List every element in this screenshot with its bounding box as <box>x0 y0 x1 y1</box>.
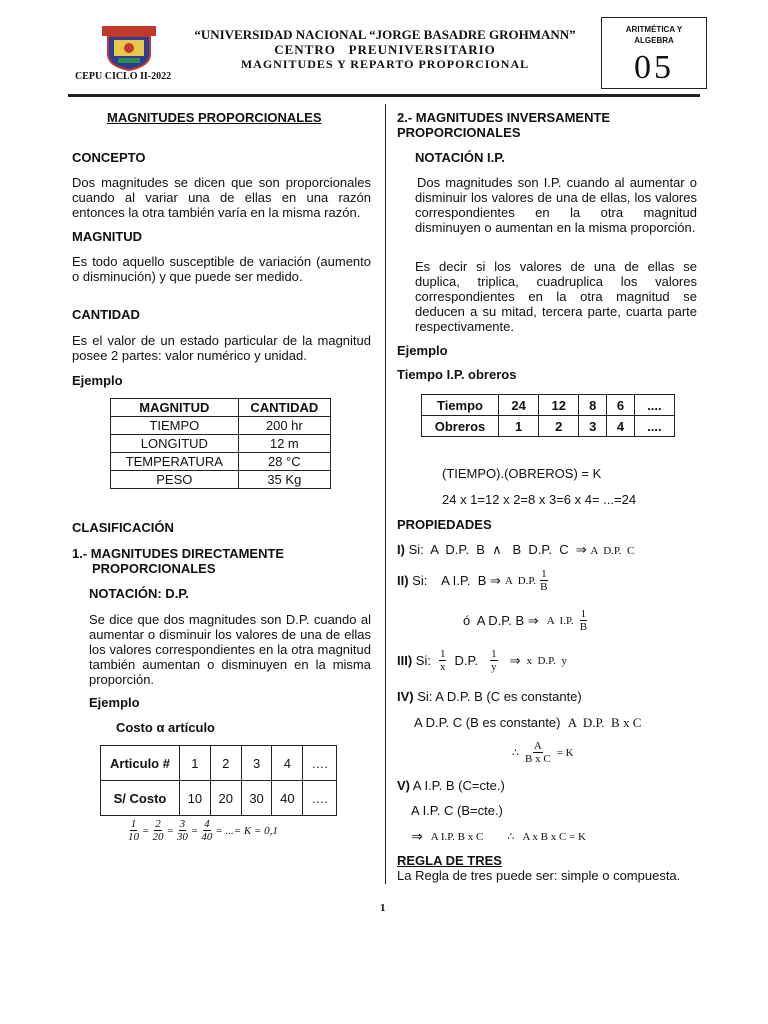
table-cell: 2 <box>539 416 579 437</box>
property-result-2: A x B x C = K <box>522 830 586 843</box>
table-row <box>111 471 331 489</box>
notacion-dp: NOTACIÓN: D.P. <box>89 586 189 601</box>
table-cell: …. <box>303 781 337 816</box>
numerator: 1 <box>491 648 497 660</box>
table-cell: 40 <box>272 781 303 816</box>
tiempo-ip-title: Tiempo I.P. obreros <box>397 367 517 382</box>
table-cell: 6 <box>607 395 635 416</box>
table-cell: 3 <box>241 746 272 781</box>
table-row-label: Articulo # <box>101 746 180 781</box>
cantidad-paragraph: Es el valor de un estado particular de la magnitud posee 2 partes: valor numérico y unidad. <box>72 333 371 363</box>
fraction <box>439 648 447 673</box>
fraction <box>201 818 212 843</box>
implies-arrow: ⇒ <box>411 828 423 844</box>
denominator: 10 <box>128 831 139 843</box>
property-result: A D.P. C <box>590 545 635 557</box>
denominator: B <box>579 621 588 633</box>
fraction <box>128 818 139 843</box>
costo-title: Costo α artículo <box>116 720 215 735</box>
table-cell: 4 <box>607 416 635 437</box>
shield-logo-icon <box>100 24 158 72</box>
table-cell: 8 <box>579 395 607 416</box>
table-header-cell: MAGNITUD <box>111 399 239 417</box>
denominator: x <box>439 661 446 673</box>
formula-tail: = ...= K = 0,1 <box>215 824 278 837</box>
property-3 <box>397 648 567 673</box>
propiedades-heading: PROPIEDADES <box>397 517 492 532</box>
ip-paragraph-1: Dos magnitudes son I.P. cuando al aumentar o disminuir los valores de una de ellas, los valores correspondientes en la otra magnitud disminuyen o aumentan en la misma proporción. <box>415 175 697 235</box>
property-label: IV) <box>397 689 414 704</box>
property-result: A I.P. <box>546 614 574 627</box>
unit-number: 05 <box>634 49 674 86</box>
table-cell: 1 <box>499 416 539 437</box>
ejemplo-heading-3: Ejemplo <box>397 343 448 358</box>
table-row-label: S/ Costo <box>101 781 180 816</box>
therefore-symbol: ∴ <box>512 747 519 759</box>
ip-heading-line1: 2.- MAGNITUDES INVERSAMENTE <box>397 110 611 125</box>
table-cell: …. <box>303 746 337 781</box>
table-row <box>111 417 331 435</box>
equation-product: (TIEMPO).(OBREROS) = K <box>442 466 602 481</box>
fraction <box>490 648 498 673</box>
denominator: y <box>491 661 497 673</box>
equals-sign: = <box>190 824 199 837</box>
fraction <box>152 818 163 843</box>
property-label: V) <box>397 778 410 793</box>
cycle-label: CEPU CICLO II-2022 <box>75 71 172 82</box>
property-5-line2: A I.P. C (B=cte.) <box>411 803 503 818</box>
therefore-symbol: ∴ <box>507 831 515 843</box>
property-result: A I.P. B x C <box>430 830 484 843</box>
fraction <box>177 818 188 843</box>
property-label: II) <box>397 573 409 588</box>
property-text: Si: <box>412 653 431 668</box>
column-divider <box>385 104 386 884</box>
table-cell: .... <box>634 395 674 416</box>
property-text: A I.P. B (C=cte.) <box>410 778 505 793</box>
fraction <box>580 608 588 633</box>
property-4 <box>397 689 582 704</box>
notacion-ip: NOTACIÓN I.P. <box>415 150 505 165</box>
header-title-topic: MAGNITUDES Y REPARTO PROPORCIONAL <box>240 57 530 71</box>
subject-label: ARITMÉTICA Y ALGEBRA <box>625 25 683 45</box>
numerator: 1 <box>130 818 137 830</box>
table-row <box>111 435 331 453</box>
table-cell: .... <box>634 416 674 437</box>
table-cell: 1 <box>180 746 211 781</box>
table-cell: TEMPERATURA <box>111 453 239 471</box>
equation-values: 24 x 1=12 x 2=8 x 3=6 x 4= ...=24 <box>442 492 637 507</box>
table-cell: 4 <box>272 746 303 781</box>
regla-paragraph: La Regla de tres puede ser: simple o compuesta. <box>397 868 681 883</box>
fraction <box>525 740 551 765</box>
table-row-label: Tiempo <box>422 395 499 416</box>
numerator: 3 <box>179 818 186 830</box>
dp-heading-line2: PROPORCIONALES <box>92 561 216 576</box>
table-cell: 10 <box>180 781 211 816</box>
table-cell: TIEMPO <box>111 417 239 435</box>
table-cell: 2 <box>210 746 241 781</box>
property-text: A D.P. C (B es constante) <box>414 715 561 730</box>
table-header-cell: CANTIDAD <box>238 399 330 417</box>
table-cell: 30 <box>241 781 272 816</box>
property-4-line2 <box>414 715 641 731</box>
implies-arrow: ⇒ <box>509 652 521 668</box>
property-label: III) <box>397 653 413 668</box>
property-2b <box>463 608 587 633</box>
subject-box <box>601 17 707 89</box>
numerator: 1 <box>580 608 587 620</box>
concepto-paragraph: Dos magnitudes se dicen que son proporcionales cuando al variar una de ellas en una razón entonces la otra también varía en la misma razón. <box>72 175 371 220</box>
dp-label: D.P. <box>454 653 479 668</box>
header-title-university: “UNIVERSIDAD NACIONAL “JORGE BASADRE GROHMANN” <box>194 27 576 42</box>
table-cell: 12 m <box>238 435 330 453</box>
property-text: ó A D.P. B ⇒ <box>463 612 539 628</box>
table-header-row <box>111 399 331 417</box>
table-cell: 3 <box>579 416 607 437</box>
property-text: Si: A D.P. B ∧ B D.P. C ⇒ <box>404 542 587 557</box>
dp-paragraph: Se dice que dos magnitudes son D.P. cuando al aumentar o disminuir los valores de una de ellas los valores correspondientes en la otra magnitud también aumentan o disminuyen en la misma proporción. <box>89 612 371 687</box>
clasificacion-heading: CLASIFICACIÓN <box>72 520 174 535</box>
property-result: A D.P. <box>504 574 537 587</box>
university-logo <box>100 24 158 72</box>
denominator: 40 <box>201 831 213 843</box>
property-1 <box>397 542 634 558</box>
property-result: A D.P. B x C <box>567 715 642 730</box>
magnitud-heading: MAGNITUD <box>72 229 143 244</box>
table-cell: PESO <box>111 471 239 489</box>
magnitud-paragraph: Es todo aquello susceptible de variación (aumento o disminución) y que puede ser medido. <box>72 254 371 284</box>
property-2 <box>397 568 548 593</box>
table-cell: 35 Kg <box>238 471 330 489</box>
numerator: 1 <box>439 648 446 660</box>
table-cell: 20 <box>210 781 241 816</box>
main-title: MAGNITUDES PROPORCIONALES <box>107 110 322 125</box>
proportion-formula <box>128 818 278 843</box>
equals-sign: = <box>142 824 150 837</box>
header-title-center: CENTRO PREUNIVERSITARIO <box>274 42 496 57</box>
magnitud-table <box>110 398 331 489</box>
regla-heading: REGLA DE TRES <box>397 853 502 868</box>
numerator: A <box>533 740 542 752</box>
concepto-heading: CONCEPTO <box>72 150 146 165</box>
denominator: 30 <box>176 831 188 843</box>
property-5-result <box>411 828 586 845</box>
property-4-formula <box>512 740 574 765</box>
dp-heading-line1: 1.- MAGNITUDES DIRECTAMENTE <box>72 546 285 561</box>
equals-sign: = <box>166 824 174 837</box>
ip-paragraph-2: Es decir si los valores de una de ellas se duplica, triplica, cuadruplica los valores correspondientes en la otra magnitud se deducen a su mitad, tercera parte, cuarta parte respectivamente. <box>415 259 697 334</box>
ejemplo-heading-2: Ejemplo <box>89 695 140 710</box>
denominator: B x C <box>525 753 551 765</box>
denominator: 20 <box>152 831 164 843</box>
table-row <box>422 416 675 437</box>
table-row <box>111 453 331 471</box>
property-text: Si: A I.P. B ⇒ <box>408 572 501 588</box>
table-row <box>101 781 337 816</box>
table-cell: 200 hr <box>238 417 330 435</box>
table-row <box>422 395 675 416</box>
table-cell: 24 <box>499 395 539 416</box>
property-result: x D.P. y <box>526 654 567 667</box>
cantidad-heading: CANTIDAD <box>72 307 140 322</box>
table-row-label: Obreros <box>422 416 499 437</box>
numerator: 4 <box>204 818 210 830</box>
ejemplo-heading-1: Ejemplo <box>72 373 123 388</box>
page-number: 1 <box>380 902 386 914</box>
header-rule <box>68 94 700 97</box>
property-label: I) <box>397 542 405 557</box>
table-row <box>101 746 337 781</box>
ip-heading-line2: PROPORCIONALES <box>397 125 521 140</box>
table-cell: LONGITUD <box>111 435 239 453</box>
table-cell: 28 °C <box>238 453 330 471</box>
denominator: B <box>540 581 548 593</box>
table-cell: 12 <box>539 395 579 416</box>
numerator: 2 <box>155 818 161 830</box>
numerator: 1 <box>541 568 547 580</box>
property-5 <box>397 778 505 793</box>
equals-k: = K <box>556 746 574 759</box>
costo-table <box>100 745 337 816</box>
property-text: Si: A D.P. B (C es constante) <box>413 689 582 704</box>
fraction <box>540 568 548 593</box>
tiempo-table <box>421 394 675 437</box>
